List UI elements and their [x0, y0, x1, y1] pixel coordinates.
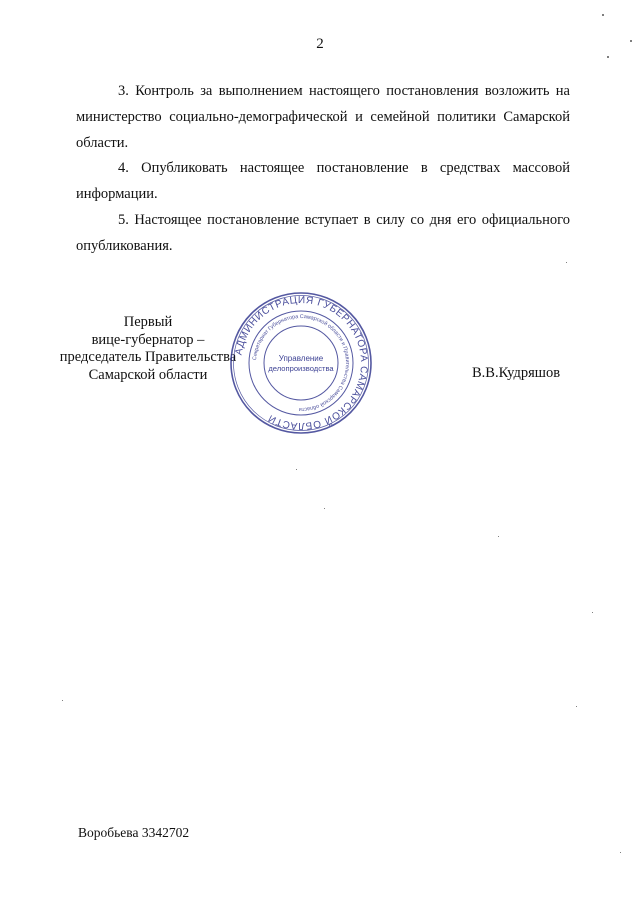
paragraph-item-4: 4. Опубликовать настоящее постановление в средствах массовой информации.	[76, 160, 570, 202]
scan-speck	[620, 852, 621, 853]
page-number: 2	[316, 36, 324, 52]
signatory-name: В.В.Кудряшов	[472, 365, 561, 381]
stamp-center-line: Управление	[278, 354, 324, 363]
scan-speck	[498, 536, 499, 537]
stamp-center-line: делопроизводства	[268, 364, 334, 373]
signatory-title-line: председатель Правительства	[59, 349, 237, 365]
paragraph-item-5: 5. Настоящее постановление вступает в силу со дня его официального опубликования.	[76, 212, 570, 254]
signatory-title-line: Первый	[123, 314, 173, 330]
scan-speck	[324, 508, 325, 509]
scan-speck	[592, 612, 593, 613]
stamp-inner-text: Секретариат Губернатора Самарской области и Правительства Самарской области	[252, 313, 351, 413]
executor-footer: Воробьева 3342702	[78, 825, 190, 840]
scan-speck	[296, 469, 297, 470]
scan-speck	[576, 706, 577, 707]
signatory-title-line: Самарской области	[88, 366, 208, 383]
stamp-outer-text: АДМИНИСТРАЦИЯ ГУБЕРНАТОРА САМАРСКОЙ ОБЛАСТИ	[233, 294, 370, 432]
signatory-title	[58, 314, 238, 384]
scan-speck	[607, 56, 609, 58]
paragraph-item-3: 3. Контроль за выполнением настоящего постановления возложить на министерство социально-демографической и семейной политики Самарской области.	[76, 83, 570, 151]
scan-speck	[62, 700, 63, 701]
official-stamp	[229, 291, 373, 435]
signatory-title-line: вице-губернатор –	[91, 331, 205, 348]
scan-speck	[630, 40, 632, 42]
scan-speck	[566, 262, 567, 263]
scan-speck	[602, 14, 604, 16]
